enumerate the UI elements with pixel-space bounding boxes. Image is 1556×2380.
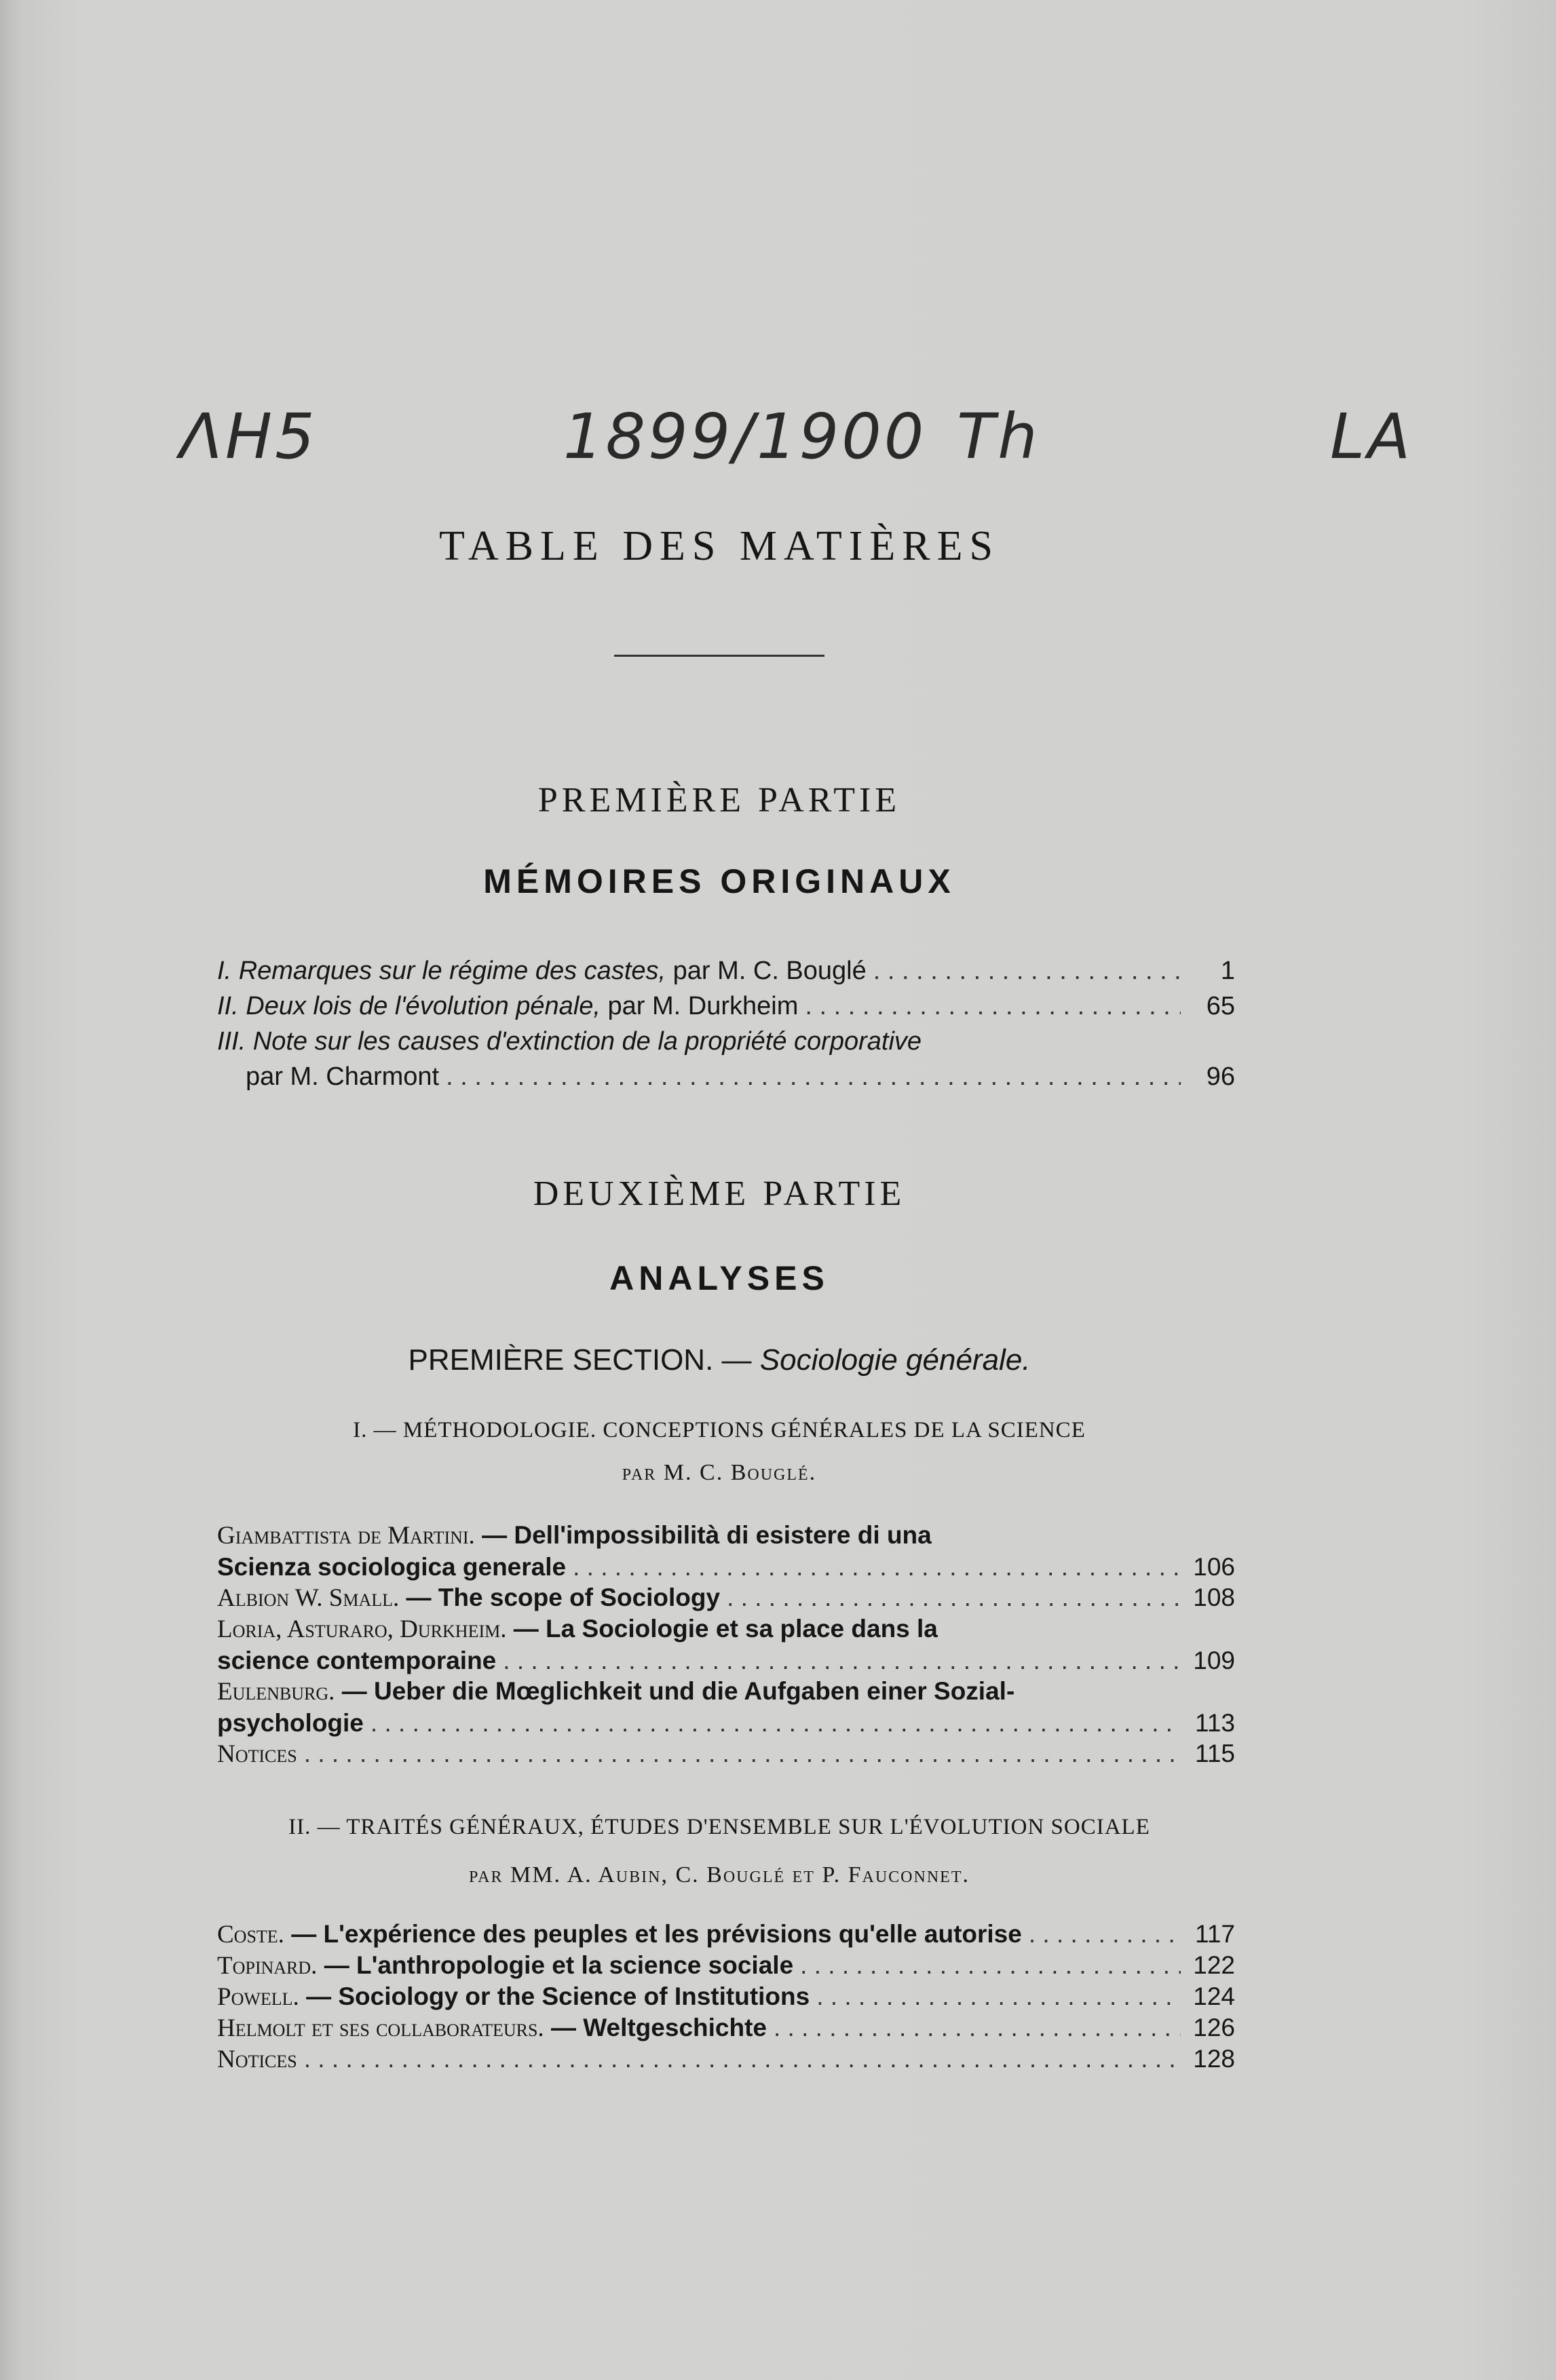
analysis-entry: Helmolt et ses collaborateurs. — Weltgeschichte . . . 126 xyxy=(217,2012,1235,2044)
page-title: TABLE DES MATIÈRES xyxy=(438,523,1000,569)
subsection-heading: I. — MÉTHODOLOGIE. CONCEPTIONS GÉNÉRALES DE LA SCIENCE xyxy=(353,1418,1086,1442)
handwritten-note-years: 1899/1900 xyxy=(563,400,927,473)
analysis-entry: Albion W. Small. — The scope of Sociology . . . 108 xyxy=(217,1582,1235,1614)
analysis-entry xyxy=(217,1738,1235,1770)
title-divider xyxy=(614,655,824,657)
subsection-heading: II. — TRAITÉS GÉNÉRAUX, ÉTUDES D'ENSEMBLE SUR L'ÉVOLUTION SOCIALE xyxy=(288,1815,1150,1839)
analysis-entry: Powell. — Sociology or the Science of Institutions . . . 124 xyxy=(217,1981,1235,2013)
handwritten-note-left: ΛΗ5 xyxy=(180,400,318,473)
analysis-entry: Coste. — L'expérience des peuples et les prévisions qu'elle autorise . . . 117 xyxy=(217,1919,1235,1951)
page-number: 96 xyxy=(1206,1062,1235,1091)
section-heading: PREMIÈRE SECTION. — Sociologie générale. xyxy=(408,1343,1031,1377)
memoire-entry: II. Deux lois de l'évolution pénale, par M. Durkheim . . . 65 xyxy=(217,989,1235,1024)
analysis-entry: Eulenburg. — Ueber die Mœglichkeit und die Aufgaben einer Sozial- psychologie . . . 113 xyxy=(217,1676,1235,1739)
page-number: 126 xyxy=(1193,2014,1235,2041)
entry-author: Notices xyxy=(217,2046,297,2073)
handwritten-note-mid: Th xyxy=(957,400,1040,473)
handwritten-note-right: LA xyxy=(1330,400,1413,473)
analysis-entry: Topinard. — L'anthropologie et la science sociale . . . 122 xyxy=(217,1950,1235,1982)
page-number: 106 xyxy=(1193,1553,1235,1581)
entry-author: Topinard. xyxy=(217,1952,318,1980)
part1-heading: MÉMOIRES ORIGINAUX xyxy=(483,862,955,900)
page-number: 124 xyxy=(1193,1982,1235,2010)
entry-author: Helmolt et ses collaborateurs. xyxy=(217,2014,544,2042)
entry-author: Eulenburg. xyxy=(217,1678,335,1706)
analysis-entry: Loria, Asturaro, Durkheim. — La Sociologie et sa place dans la science contemporaine . . . 109 xyxy=(217,1613,1235,1676)
subsection-byline: par M. C. Bouglé. xyxy=(622,1460,817,1485)
subsection-byline: par MM. A. Aubin, C. Bouglé et P. Fauconnet. xyxy=(469,1862,970,1887)
page-number: 113 xyxy=(1195,1709,1235,1737)
page-number: 109 xyxy=(1193,1647,1235,1674)
memoire-author: par M. Charmont xyxy=(246,1062,440,1091)
entry-author: Giambattista de Martini. xyxy=(217,1522,475,1550)
entry-author: Notices xyxy=(217,1740,297,1768)
part2-heading: ANALYSES xyxy=(609,1259,829,1297)
memoire-title: Note sur les causes d'extinction de la propriété corporative xyxy=(252,1027,922,1056)
analysis-entry xyxy=(217,2043,1235,2075)
entry-author: Loria, Asturaro, Durkheim. xyxy=(217,1615,507,1643)
page-number: 117 xyxy=(1195,1920,1235,1948)
page-number: 122 xyxy=(1193,1951,1235,1979)
page-number: 128 xyxy=(1193,2045,1235,2073)
memoire-author: par M. Durkheim xyxy=(607,992,799,1020)
memoire-entry: I. Remarques sur le régime des castes, par M. C. Bouglé . . . 1 xyxy=(217,953,1235,989)
analysis-entry: Giambattista de Martini. — Dell'impossibilità di esistere di una Scienza sociologica generale . . . 106 xyxy=(217,1520,1235,1583)
memoire-title: Deux lois de l'évolution pénale, xyxy=(246,992,601,1020)
page-number: 115 xyxy=(1195,1740,1235,1767)
page-number: 108 xyxy=(1193,1584,1235,1611)
part1-label: PREMIÈRE PARTIE xyxy=(537,781,901,820)
entry-author: Coste. xyxy=(217,1921,284,1949)
memoire-title: Remarques sur le régime des castes, xyxy=(238,957,666,985)
entry-author: Powell. xyxy=(217,1983,299,2011)
entry-author: Albion W. Small. xyxy=(217,1584,400,1612)
part2-label: DEUXIÈME PARTIE xyxy=(533,1174,906,1213)
page-number: 65 xyxy=(1206,992,1235,1020)
page-number: 1 xyxy=(1220,957,1235,985)
memoire-author: par M. C. Bouglé xyxy=(672,957,867,985)
memoire-entry: III. Note sur les causes d'extinction de la propriété corporative par M. Charmont . . . 96 xyxy=(217,1024,1235,1094)
